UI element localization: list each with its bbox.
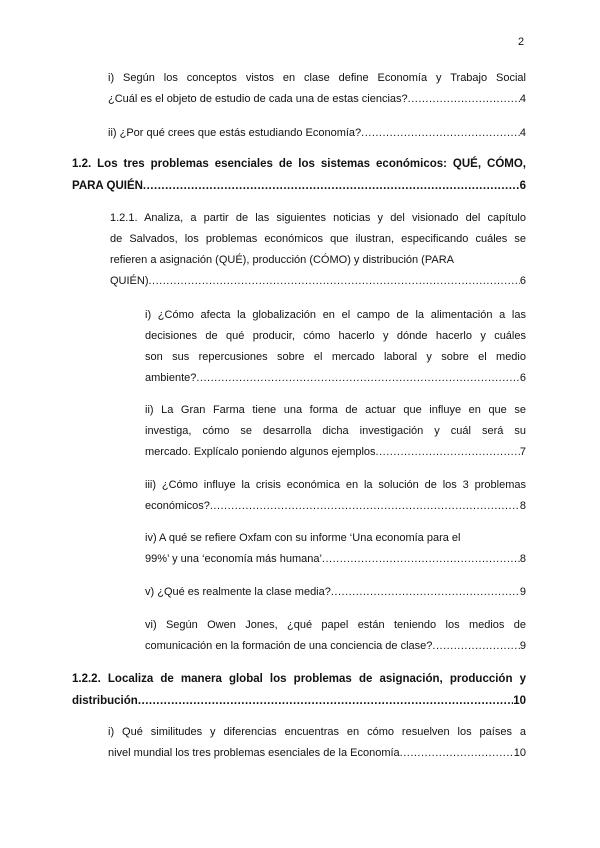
leader-dots <box>210 496 520 517</box>
toc-entry-title: nivel mundial los tres problemas esenciales de la Economía <box>108 747 400 759</box>
toc-entry-line: i) ¿Cómo afecta la globalización en el campo de la alimentación a las <box>145 309 526 321</box>
page-number: 2 <box>518 36 525 48</box>
leader-dots <box>196 368 520 389</box>
leader-dots <box>322 549 520 570</box>
toc-entry-line: de Salvados, los problemas económicos que ilustran, especificando cuáles se <box>110 233 526 245</box>
toc-entry-title: ii) ¿Por qué crees que estás estudiando Economía? <box>108 127 362 139</box>
leader-dots <box>138 690 513 712</box>
toc-entry[interactable] <box>145 475 526 517</box>
toc-section-heading[interactable] <box>72 668 526 712</box>
toc-entry-line: i) Según los conceptos vistos en clase define Economía y Trabajo Social <box>108 72 526 84</box>
toc-entry-line: iv) A qué se refiere Oxfam con su informe ‘Una economía para el <box>145 532 461 544</box>
toc-entry-title: económicos? <box>145 500 210 512</box>
toc-page-number: 10 <box>513 695 526 707</box>
toc-entry[interactable] <box>145 615 526 657</box>
toc-entry-title: distribución <box>72 695 138 707</box>
toc-entry-title: ambiente? <box>145 372 197 384</box>
toc-entry[interactable] <box>108 123 526 144</box>
toc-entry-line: 1.2.1. Analiza, a partir de las siguientes noticias y del visionado del capítulo <box>110 212 526 224</box>
toc-page-number: 4 <box>519 93 526 105</box>
toc-entry-line: iii) ¿Cómo influye la crisis económica en la solución de los 3 problemas <box>145 479 526 491</box>
leader-dots <box>408 89 520 110</box>
toc-page-number: 9 <box>519 640 526 652</box>
toc-entry-line: decisiones de qué producir, cómo hacerlo y dónde hacerlo y cuáles <box>145 330 526 342</box>
toc-page-number: 6 <box>519 275 526 287</box>
leader-dots <box>143 175 520 197</box>
leader-dots <box>149 271 520 292</box>
toc-page-number: 4 <box>519 127 526 139</box>
leader-dots <box>331 582 520 603</box>
toc-page-number: 10 <box>513 747 526 759</box>
leader-dots <box>400 743 514 764</box>
toc-page-number: 8 <box>519 553 526 565</box>
toc-page-number: 6 <box>519 372 526 384</box>
toc-entry-title: v) ¿Qué es realmente la clase media? <box>145 586 331 598</box>
leader-dots <box>432 636 519 657</box>
toc-entry-title: 99%’ y una ‘economía más humana’ <box>145 553 322 565</box>
toc-entry[interactable] <box>145 582 526 603</box>
toc-page-number: 7 <box>519 446 526 458</box>
toc-entry-line: investiga, cómo se desarrolla dicha investigación y cuál será su <box>145 425 526 437</box>
toc-page-number: 9 <box>519 586 526 598</box>
toc-entry[interactable] <box>145 400 526 463</box>
toc-entry[interactable] <box>108 722 526 764</box>
toc-entry-line: refieren a asignación (QUÉ), producción (CÓMO) y distribución (PARA <box>110 254 454 266</box>
leader-dots <box>376 442 520 463</box>
toc-entry-title: mercado. Explícalo poniendo algunos ejemplos <box>145 446 376 458</box>
toc-entry-line: ii) La Gran Farma tiene una forma de actuar que influye en que se <box>145 404 526 416</box>
toc-entry[interactable] <box>108 68 526 110</box>
toc-entry[interactable] <box>145 528 526 570</box>
toc-entry[interactable] <box>145 305 526 389</box>
toc-page-number: 6 <box>519 180 526 192</box>
toc-entry-line: son sus repercusiones sobre el mercado laboral y sobre el medio <box>145 351 526 363</box>
leader-dots <box>361 123 520 144</box>
toc-entry-line: vi) Según Owen Jones, ¿qué papel están teniendo los medios de <box>145 619 526 631</box>
toc-entry-line: 1.2.2. Localiza de manera global los problemas de asignación, producción y <box>72 673 526 685</box>
toc-page-number: 8 <box>519 500 526 512</box>
toc-entry-title: ¿Cuál es el objeto de estudio de cada una de estas ciencias? <box>108 93 408 105</box>
toc-entry[interactable] <box>110 208 526 292</box>
toc-entry-line: i) Qué similitudes y diferencias encuentras en cómo resuelven los países a <box>108 726 526 738</box>
toc-entry-line: 1.2. Los tres problemas esenciales de los sistemas económicos: QUÉ, CÓMO, <box>72 158 526 170</box>
toc-entry-title: PARA QUIÉN <box>72 180 143 192</box>
toc-section-heading[interactable] <box>72 153 526 197</box>
toc-entry-title: QUIÉN) <box>110 275 149 287</box>
toc-entry-title: comunicación en la formación de una conciencia de clase? <box>145 640 433 652</box>
